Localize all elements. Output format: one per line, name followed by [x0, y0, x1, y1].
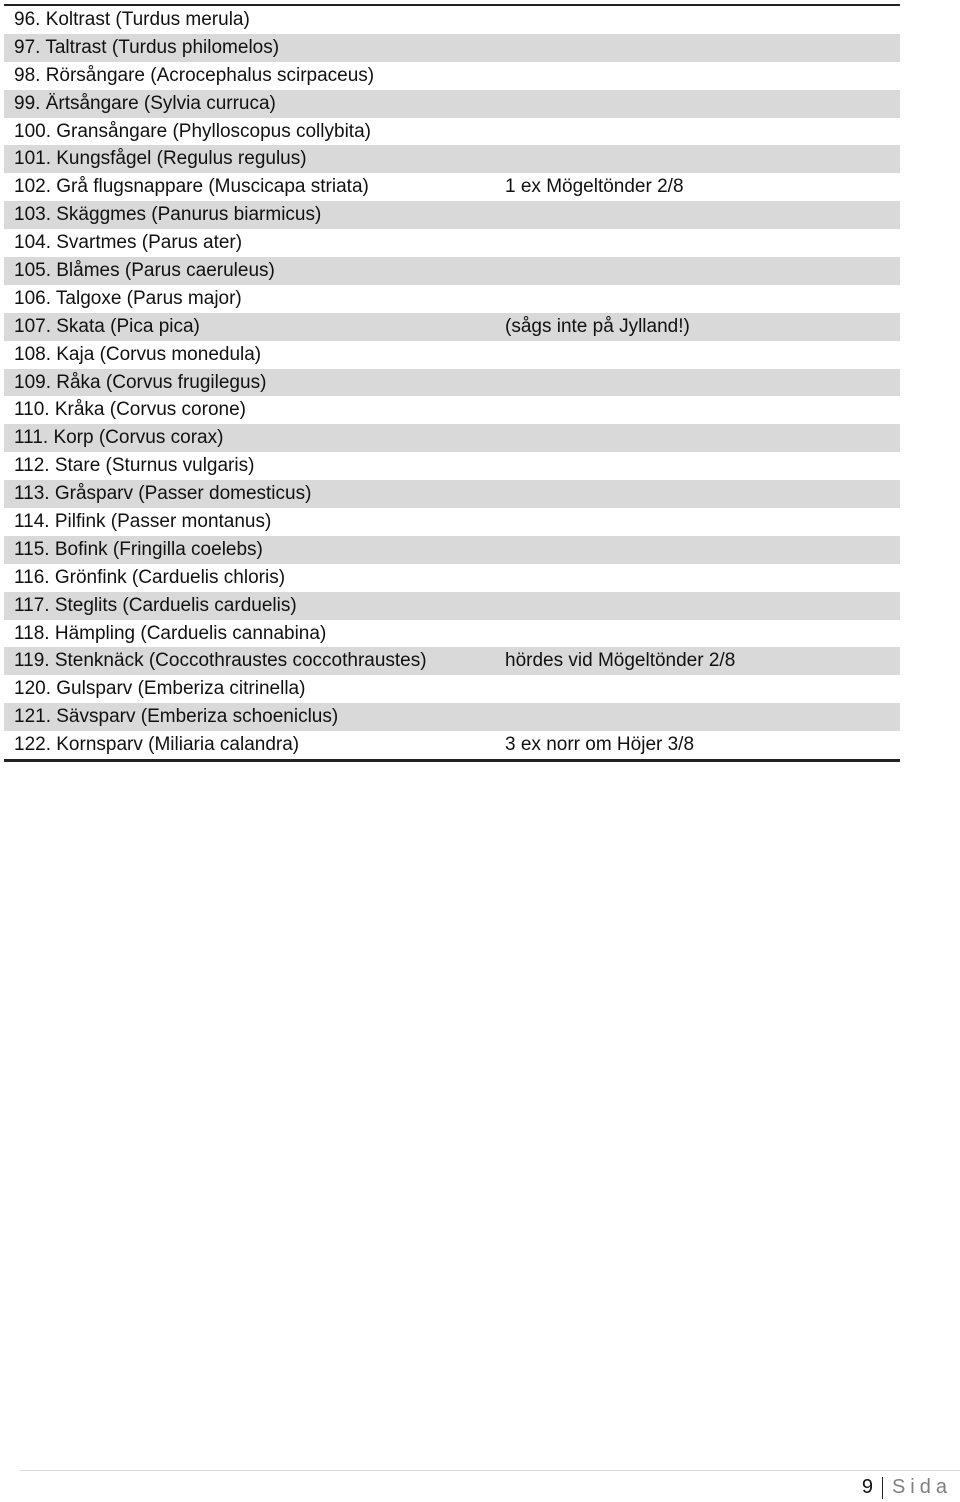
table-row — [4, 675, 900, 703]
species-name: 100. Gransångare (Phylloscopus collybita) — [14, 120, 371, 142]
table-row — [4, 452, 900, 480]
table-row — [4, 34, 900, 62]
species-table — [4, 4, 900, 762]
species-name: 115. Bofink (Fringilla coelebs) — [14, 538, 263, 560]
table-row — [4, 201, 900, 229]
table-row — [4, 620, 900, 648]
species-name: 105. Blåmes (Parus caeruleus) — [14, 259, 275, 281]
table-row — [4, 62, 900, 90]
species-note: (sågs inte på Jylland!) — [505, 315, 690, 337]
footer-divider — [20, 1470, 960, 1471]
species-note: 3 ex norr om Höjer 3/8 — [505, 734, 695, 756]
species-name: 98. Rörsångare (Acrocephalus scirpaceus) — [14, 64, 375, 86]
species-name: 109. Råka (Corvus frugilegus) — [14, 371, 267, 393]
table-row — [4, 592, 900, 620]
species-name: 97. Taltrast (Turdus philomelos) — [14, 36, 280, 58]
table-row — [4, 480, 900, 508]
species-name: 122. Kornsparv (Miliaria calandra) — [14, 734, 300, 756]
table-row — [4, 731, 900, 759]
table-row — [4, 369, 900, 397]
species-name: 111. Korp (Corvus corax) — [14, 427, 224, 449]
table-row — [4, 6, 900, 34]
table-row — [4, 508, 900, 536]
table-row — [4, 536, 900, 564]
page-footer — [862, 1476, 952, 1499]
species-name: 101. Kungsfågel (Regulus regulus) — [14, 148, 307, 170]
footer-separator — [882, 1477, 883, 1499]
species-note: hördes vid Mögeltönder 2/8 — [505, 650, 736, 672]
species-name: 121. Sävsparv (Emberiza schoeniclus) — [14, 706, 339, 728]
species-name: 103. Skäggmes (Panurus biarmicus) — [14, 204, 322, 226]
species-name: 120. Gulsparv (Emberiza citrinella) — [14, 678, 306, 700]
table-row — [4, 703, 900, 731]
table-row — [4, 90, 900, 118]
species-name: 104. Svartmes (Parus ater) — [14, 232, 243, 254]
table-row — [4, 145, 900, 173]
species-name: 110. Kråka (Corvus corone) — [14, 399, 246, 421]
page-number: 9 — [861, 1476, 873, 1498]
table-row — [4, 229, 900, 257]
table-row — [4, 313, 900, 341]
species-name: 116. Grönfink (Carduelis chloris) — [14, 566, 286, 588]
page-label: Sida — [891, 1476, 952, 1498]
table-row — [4, 396, 900, 424]
table-row — [4, 424, 900, 452]
species-name: 112. Stare (Sturnus vulgaris) — [14, 455, 255, 477]
species-name: 99. Ärtsångare (Sylvia curruca) — [14, 92, 276, 114]
table-row — [4, 173, 900, 201]
species-name: 118. Hämpling (Carduelis cannabina) — [14, 622, 327, 644]
species-name: 96. Koltrast (Turdus merula) — [14, 8, 250, 30]
table-row — [4, 647, 900, 675]
table-row — [4, 564, 900, 592]
table-row — [4, 285, 900, 313]
species-name: 113. Gråsparv (Passer domesticus) — [14, 483, 312, 505]
species-name: 102. Grå flugsnappare (Muscicapa striata) — [14, 176, 369, 198]
table-row — [4, 257, 900, 285]
species-name: 108. Kaja (Corvus monedula) — [14, 343, 262, 365]
species-name: 106. Talgoxe (Parus major) — [14, 287, 242, 309]
species-note: 1 ex Mögeltönder 2/8 — [505, 176, 684, 198]
species-name: 117. Steglits (Carduelis carduelis) — [14, 594, 297, 616]
species-name: 119. Stenknäck (Coccothraustes coccothraustes) — [14, 650, 427, 672]
species-name: 107. Skata (Pica pica) — [14, 315, 200, 337]
table-row — [4, 118, 900, 146]
species-name: 114. Pilfink (Passer montanus) — [14, 510, 272, 532]
table-row — [4, 341, 900, 369]
